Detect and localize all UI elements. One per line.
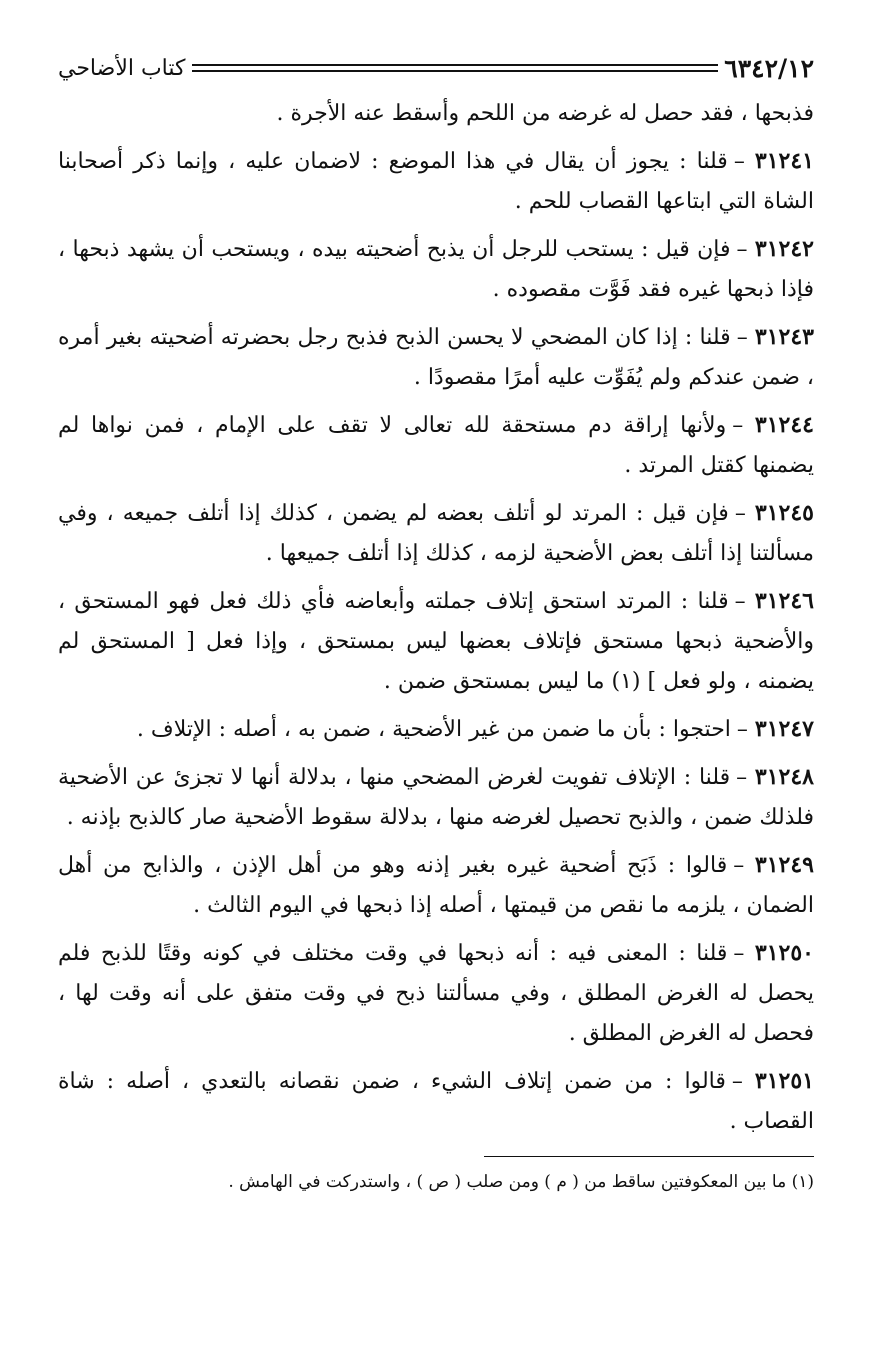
paragraph-text: ولأنها إراقة دم مستحقة لله تعالى لا تقف على الإمام ، فمن نواها لم يضمنها كقتل المرتد . xyxy=(58,413,814,478)
numbered-paragraph xyxy=(58,405,814,486)
paragraph-number: ٣١٢٤٥ – xyxy=(735,500,814,526)
paragraph-text: فإن قيل : المرتد لو أتلف بعضه لم يضمن ، كذلك إذا أتلف جميعه ، وفي مسألتنا إذا أتلف بعض الأضحية لزمه ، كذلك إذا أتلف جميعها . xyxy=(58,501,814,566)
paragraph-list xyxy=(58,141,814,1142)
numbered-paragraph xyxy=(58,845,814,926)
paragraph-text: قلنا : المعنى فيه : أنه ذبحها في وقت مختلف في كونه وقتًا للذبح فلم يحصل له الغرض المطلق ، وفي مسألتنا ذبح في وقت متفق على أنه وقت لها ، فحصل له الغرض المطلق . xyxy=(58,941,814,1046)
paragraph-number: ٣١٢٤٢ – xyxy=(737,236,814,262)
paragraph-number: ٣١٢٤٣ – xyxy=(737,324,814,350)
paragraph-text: قلنا : يجوز أن يقال في هذا الموضع : لاضمان عليه ، وإنما ذكر أصحابنا الشاة التي ابتاعها القصاب للحم . xyxy=(58,149,814,214)
numbered-paragraph xyxy=(58,581,814,702)
paragraph-number: ٣١٢٤٦ – xyxy=(735,588,814,614)
paragraph-number: ٣١٢٥٠ – xyxy=(733,940,814,966)
numbered-paragraph xyxy=(58,317,814,398)
paragraph-text: احتجوا : بأن ما ضمن من غير الأضحية ، ضمن به ، أصله : الإتلاف . xyxy=(136,717,731,742)
numbered-paragraph xyxy=(58,141,814,222)
numbered-paragraph xyxy=(58,1061,814,1142)
page-number: ٦٣٤٢/١٢ xyxy=(724,53,814,83)
page xyxy=(58,48,814,1197)
paragraph-number: ٣١٢٤٨ – xyxy=(736,764,814,790)
numbered-paragraph xyxy=(58,933,814,1054)
paragraph-text: قالوا : من ضمن إتلاف الشيء ، ضمن نقصانه بالتعدي ، أصله : شاة القصاب . xyxy=(58,1069,814,1134)
numbered-paragraph xyxy=(58,757,814,838)
intro-paragraph: فذبحها ، فقد حصل له غرضه من اللحم وأسقط عنه الأجرة . xyxy=(276,101,814,126)
numbered-paragraph xyxy=(58,493,814,574)
numbered-paragraph xyxy=(58,709,814,750)
paragraph-text: قلنا : الإتلاف تفويت لغرض المضحي منها ، بدلالة أنها لا تجزئ عن الأضحية فلذلك ضمن ، والذبح تحصيل لغرضه منها ، بدلالة سقوط الأضحية صار كالذبح بإذنه . xyxy=(58,765,814,830)
book-title: كتاب الأضاحي xyxy=(58,55,186,81)
paragraph-number: ٣١٢٤١ – xyxy=(734,148,814,174)
paragraph-text: فإن قيل : يستحب للرجل أن يذبح أضحيته بيده ، ويستحب أن يشهد ذبحها ، فإذا ذبحها غيره فقد فَوَّت مقصوده . xyxy=(58,237,814,302)
paragraph-number: ٣١٢٤٩ – xyxy=(733,852,814,878)
footnote: (١) ما بين المعكوفتين ساقط من ( م ) ومن صلب ( ص ) ، واستدركت في الهامش . xyxy=(228,1172,814,1192)
paragraph-text: قالوا : ذَبَح أضحية غيره بغير إذنه وهو من أهل الإذن ، والذابح من أهل الضمان ، يلزمه ما نقص من قيمتها ، أصله إذا ذبحها في اليوم الثالث . xyxy=(58,853,814,918)
paragraph-text: قلنا : إذا كان المضحي لا يحسن الذبح فذبح رجل بحضرته أضحيته بغير أمره ، ضمن عندكم ولم يُفَوِّت عليه أمرًا مقصودًا . xyxy=(58,325,814,390)
footnote-rule xyxy=(484,1156,814,1157)
paragraph-number: ٣١٢٤٤ – xyxy=(732,412,814,438)
header-rule xyxy=(192,64,719,72)
paragraph-number: ٣١٢٥١ – xyxy=(732,1068,814,1094)
page-header xyxy=(58,48,814,88)
numbered-paragraph xyxy=(58,229,814,310)
paragraph-text: قلنا : المرتد استحق إتلاف جملته وأبعاضه فأي ذلك فعل فهو المستحق ، والأضحية ذبحها مستحق فإتلاف بعضها ليس بمستحق ، وإذا فعل [ المستحق لم يضمنه ، ولو فعل ] (١) ما ليس بمستحق ضمن . xyxy=(58,589,814,694)
paragraph-number: ٣١٢٤٧ – xyxy=(737,716,814,742)
page-body xyxy=(58,94,814,1142)
